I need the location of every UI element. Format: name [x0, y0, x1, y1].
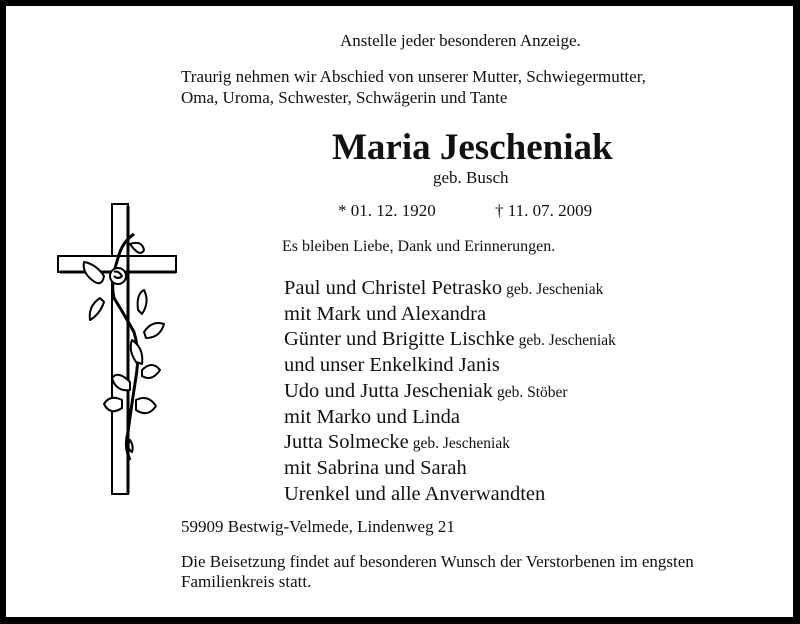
address-text: 59909 Bestwig-Velmede, Lindenweg 21	[181, 517, 455, 536]
family-entry: Paul und Christel Petrasko geb. Jescheniak	[284, 277, 604, 299]
family-entry: Günter und Brigitte Lischke geb. Jescheniak	[284, 328, 616, 351]
burial-line-1: Die Beisetzung findet auf besonderen Wunsch der Verstorbenen im engsten	[181, 552, 694, 571]
family-list	[284, 276, 616, 507]
maiden-name: geb. Busch	[433, 168, 509, 187]
deceased-name: Maria Jescheniak	[332, 127, 613, 168]
family-entry: mit Sabrina und Sarah	[284, 456, 467, 479]
intro-line-2: Oma, Uroma, Schwester, Schwägerin und Tante	[181, 88, 508, 107]
family-entry: und unser Enkelkind Janis	[284, 354, 500, 377]
intro-line-1: Traurig nehmen wir Abschied von unserer Mutter, Schwiegermutter,	[181, 67, 646, 86]
family-entry: Jutta Solmecke geb. Jescheniak	[284, 431, 510, 454]
death-date: † 11. 07. 2009	[495, 201, 593, 220]
cross-with-rose-icon	[52, 202, 182, 502]
family-entry: mit Mark und Alexandra	[284, 302, 487, 325]
remembrance-text: Es bleiben Liebe, Dank und Erinnerungen.	[282, 238, 556, 255]
birth-date: * 01. 12. 1920	[338, 201, 436, 220]
header-text: Anstelle jeder besonderen Anzeige.	[340, 31, 581, 50]
burial-line-2: Familienkreis statt.	[181, 572, 312, 591]
family-entry: Udo und Jutta Jescheniak geb. Stöber	[284, 379, 568, 402]
family-entry: mit Marko und Linda	[284, 405, 460, 428]
obituary-notice	[6, 6, 793, 617]
family-entry: Urenkel und alle Anverwandten	[284, 482, 546, 505]
